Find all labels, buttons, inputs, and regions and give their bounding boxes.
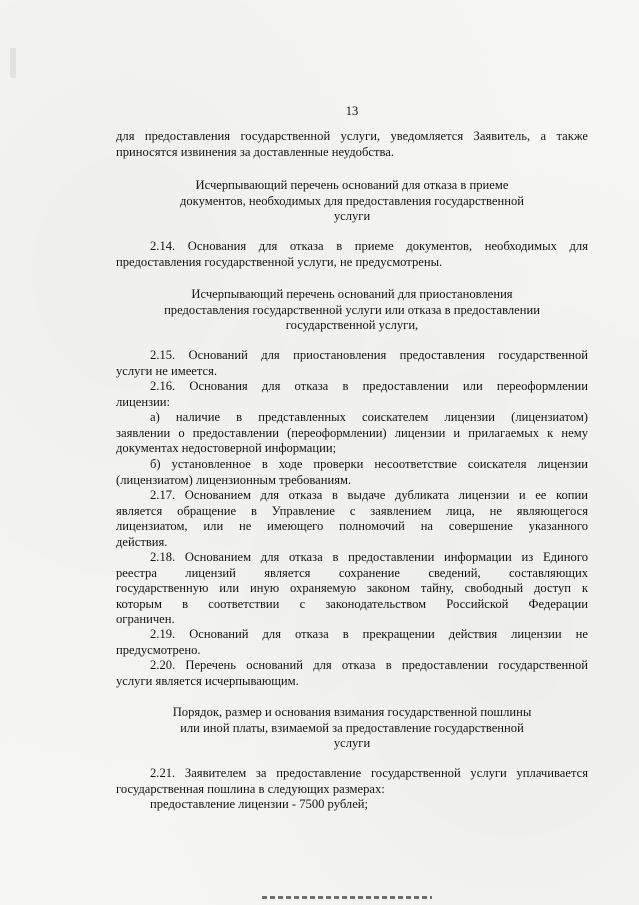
p219-line-1: 2.19. Оснований для отказа в прекращении действия лицензии не bbox=[150, 627, 588, 641]
paragraph-2-19 bbox=[116, 627, 588, 658]
paragraph-item-a bbox=[116, 410, 588, 457]
paragraph-2-15 bbox=[116, 348, 588, 379]
intro-line-1: для предоставления государственной услуги, уведомляется Заявитель, а также bbox=[116, 129, 588, 143]
paragraph-item-b bbox=[116, 457, 588, 488]
paragraph-2-20 bbox=[116, 658, 588, 689]
p216-line-2: лицензии: bbox=[116, 394, 171, 409]
p215-line-2: услуги не имеется. bbox=[116, 363, 218, 378]
p221-line-1: 2.21. Заявителем за предоставление государственной услуги уплачивается bbox=[150, 766, 588, 780]
p218-line-5: ограничен. bbox=[116, 612, 175, 627]
p221-line-2: государственная пошлина в следующих размерах: bbox=[116, 781, 385, 796]
pa-line-1: а) наличие в представленных соискателем лицензии (лицензиатом) bbox=[150, 410, 588, 424]
heading2-line-3: государственной услуги, bbox=[285, 318, 419, 333]
p217-line-2: является обращение в Управление с заявлением лица, не являющегося bbox=[116, 503, 588, 518]
intro-line-2: приносятся извинения за доставленные неудобства. bbox=[116, 144, 394, 159]
heading3-line-3: услуги bbox=[333, 736, 371, 751]
heading1-line-2: документов, необходимых для предоставления государственной bbox=[179, 193, 525, 208]
heading2-line-1: Исчерпывающий перечень оснований для приостановления bbox=[191, 287, 513, 301]
paragraph-2-17 bbox=[116, 488, 588, 550]
paragraph-2-18 bbox=[116, 550, 588, 628]
p219-line-2: предусмотрено. bbox=[116, 642, 201, 657]
scan-edge-mark bbox=[10, 48, 16, 78]
pa-line-3: документах недостоверной информации; bbox=[116, 441, 337, 456]
p214-line-1: 2.14. Основания для отказа в приеме документов, необходимых для bbox=[150, 239, 588, 253]
p217-line-1: 2.17. Основанием для отказа в выдаче дубликата лицензии и ее копии bbox=[150, 488, 588, 502]
p215-line-1: 2.15. Оснований для приостановления предоставления государственной bbox=[150, 348, 588, 362]
p220-line-2: услуги является исчерпывающим. bbox=[116, 673, 299, 688]
p218-line-1: 2.18. Основанием для отказа в предоставлении информации из Единого bbox=[150, 550, 588, 564]
p217-line-3: лицензиатом, или не имеющего полномочий на совершение указанного bbox=[116, 519, 588, 534]
section-heading-suspension bbox=[140, 287, 564, 334]
paragraph-2-16 bbox=[116, 379, 588, 410]
scan-bottom-strip bbox=[262, 896, 432, 899]
heading2-line-2: предоставления государственной услуги или отказа в предоставлении bbox=[164, 302, 540, 317]
heading3-line-2: или иной платы, взимаемой за предоставление государственной bbox=[180, 720, 524, 735]
p217-line-4: действия. bbox=[116, 534, 168, 549]
paragraph-2-14 bbox=[116, 239, 588, 270]
p218-line-3: государственную или иную охраняемую законом тайну, свободный доступ к bbox=[116, 581, 588, 596]
heading3-line-1: Порядок, размер и основания взимания государственной пошлины bbox=[172, 705, 532, 719]
heading1-line-1: Исчерпывающий перечень оснований для отказа в приеме bbox=[195, 178, 509, 192]
pa-line-2: заявлении о предоставлении (переоформлении) лицензии и прилагаемых к нему bbox=[116, 425, 588, 440]
p221-line-3: предоставление лицензии - 7500 рублей; bbox=[150, 797, 369, 812]
p218-line-2: реестра лицензий является сохранение сведений, составляющих bbox=[116, 565, 588, 580]
pb-line-1: б) установленное в ходе проверки несоответствие соискателя лицензии bbox=[150, 457, 588, 471]
heading1-line-3: услуги bbox=[333, 209, 371, 224]
p214-line-2: предоставления государственной услуги, не предусмотрены. bbox=[116, 254, 443, 269]
paragraph-2-21 bbox=[116, 766, 588, 813]
page-number: 13 bbox=[345, 104, 359, 118]
section-heading-refusal-acceptance bbox=[140, 178, 564, 225]
pb-line-2: (лицензиатом) лицензионным требованиям. bbox=[116, 472, 352, 487]
p220-line-1: 2.20. Перечень оснований для отказа в предоставлении государственной bbox=[150, 658, 588, 672]
p218-line-4: которым в соответствии с законодательством Российской Федерации bbox=[116, 596, 588, 611]
p216-line-1: 2.16. Основания для отказа в предоставлении или переоформлении bbox=[150, 379, 588, 393]
section-heading-state-fee bbox=[140, 705, 564, 752]
intro-paragraph bbox=[116, 129, 588, 160]
